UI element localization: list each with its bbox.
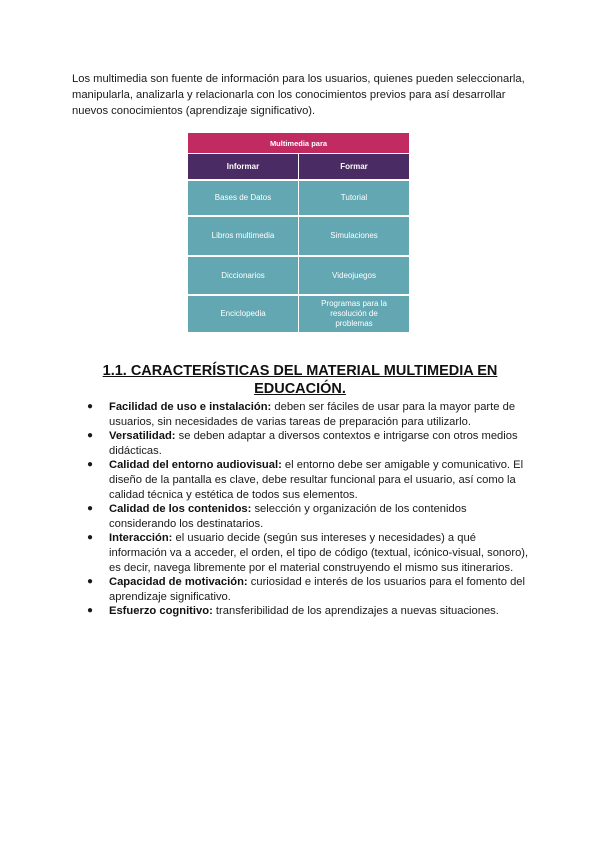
- table-cell: Libros multimedia: [188, 215, 299, 255]
- list-item: [83, 531, 533, 575]
- table-cell: Diccionarios: [188, 255, 299, 294]
- list-item: [83, 502, 533, 531]
- header-formar: Formar: [299, 153, 409, 179]
- list-item: [83, 604, 533, 619]
- feature-text: curiosidad e interés de los usuarios para el fomento del aprendizaje significativo.: [109, 576, 526, 603]
- table-header-row: [188, 153, 409, 179]
- table-cell: Videojuegos: [299, 255, 409, 294]
- table-row: [188, 294, 409, 332]
- feature-term: Capacidad de motivación:: [109, 576, 248, 589]
- table-cell: Tutorial: [299, 179, 409, 215]
- features-list: [83, 400, 533, 619]
- bullet-icon: ●: [87, 401, 94, 412]
- feature-text: el entorno debe ser amigable y comunicativo. El diseño de la pantalla es clave, debe resultar funcional para el usuario, así como la calidad técnica y estética de todos sus elementos.: [109, 459, 524, 501]
- bullet-icon: ●: [87, 605, 94, 617]
- feature-term: Calidad del entorno audiovisual:: [109, 459, 282, 472]
- table-cell-text: Programas para la resolución de problemas: [321, 299, 387, 328]
- feature-text: selección y organización de los contenidos considerando los destinatarios.: [109, 503, 467, 530]
- header-informar: Informar: [188, 153, 299, 179]
- feature-text: transferibilidad de los aprendizajes a nuevas situaciones.: [212, 605, 499, 618]
- list-item: [83, 429, 533, 458]
- table-cell: Bases de Datos: [188, 179, 299, 215]
- feature-text: deben ser fáciles de usar para la mayor parte de usuarios, sin necesidades de varias tareas de preparación para utilizarlo.: [109, 401, 516, 428]
- feature-term: Versatilidad:: [109, 430, 176, 443]
- list-item: [83, 400, 533, 429]
- feature-term: Esfuerzo cognitivo:: [109, 605, 213, 618]
- feature-text: el usuario decide (según sus intereses y necesidades) a qué información va a acceder, el orden, el tipo de código (textual, icónico-visual, sonoro), es decir, navega libremente por el material construyendo el mismo sus itinerarios.: [109, 532, 529, 574]
- feature-term: Calidad de los contenidos:: [109, 503, 252, 516]
- table-title: Multimedia para: [188, 133, 409, 153]
- table-cell: Simulaciones: [299, 215, 409, 255]
- feature-term: Facilidad de uso e instalación:: [109, 401, 272, 413]
- bullet-icon: ●: [87, 576, 94, 588]
- section-title: 1.1. CARACTERÍSTICAS DEL MATERIAL MULTIMEDIA EN EDUCACIÓN.: [102, 363, 498, 397]
- list-item: [83, 458, 533, 502]
- table-cell: [299, 294, 409, 332]
- bullet-icon: ●: [87, 503, 94, 515]
- table-row: [188, 215, 409, 255]
- table-cell: Enciclopedia: [188, 294, 299, 332]
- table-row: [188, 255, 409, 294]
- feature-text: se deben adaptar a diversos contextos e intrigarse con otros medios didácticas.: [109, 430, 518, 457]
- table-row: [188, 179, 409, 215]
- bullet-icon: ●: [87, 430, 94, 442]
- feature-term: Interacción:: [109, 532, 173, 545]
- bullet-icon: ●: [87, 532, 94, 544]
- list-item: [83, 575, 533, 604]
- table-title-row: [188, 133, 409, 153]
- intro-paragraph: Los multimedia son fuente de información para los usuarios, quienes pueden seleccionarla, manipularla, analizarla y relacionarla con los conocimientos previos para así desarrollar nuevos conocimientos (aprendizaje significativo).: [72, 73, 525, 117]
- multimedia-table: [188, 133, 409, 332]
- bullet-icon: ●: [87, 459, 94, 471]
